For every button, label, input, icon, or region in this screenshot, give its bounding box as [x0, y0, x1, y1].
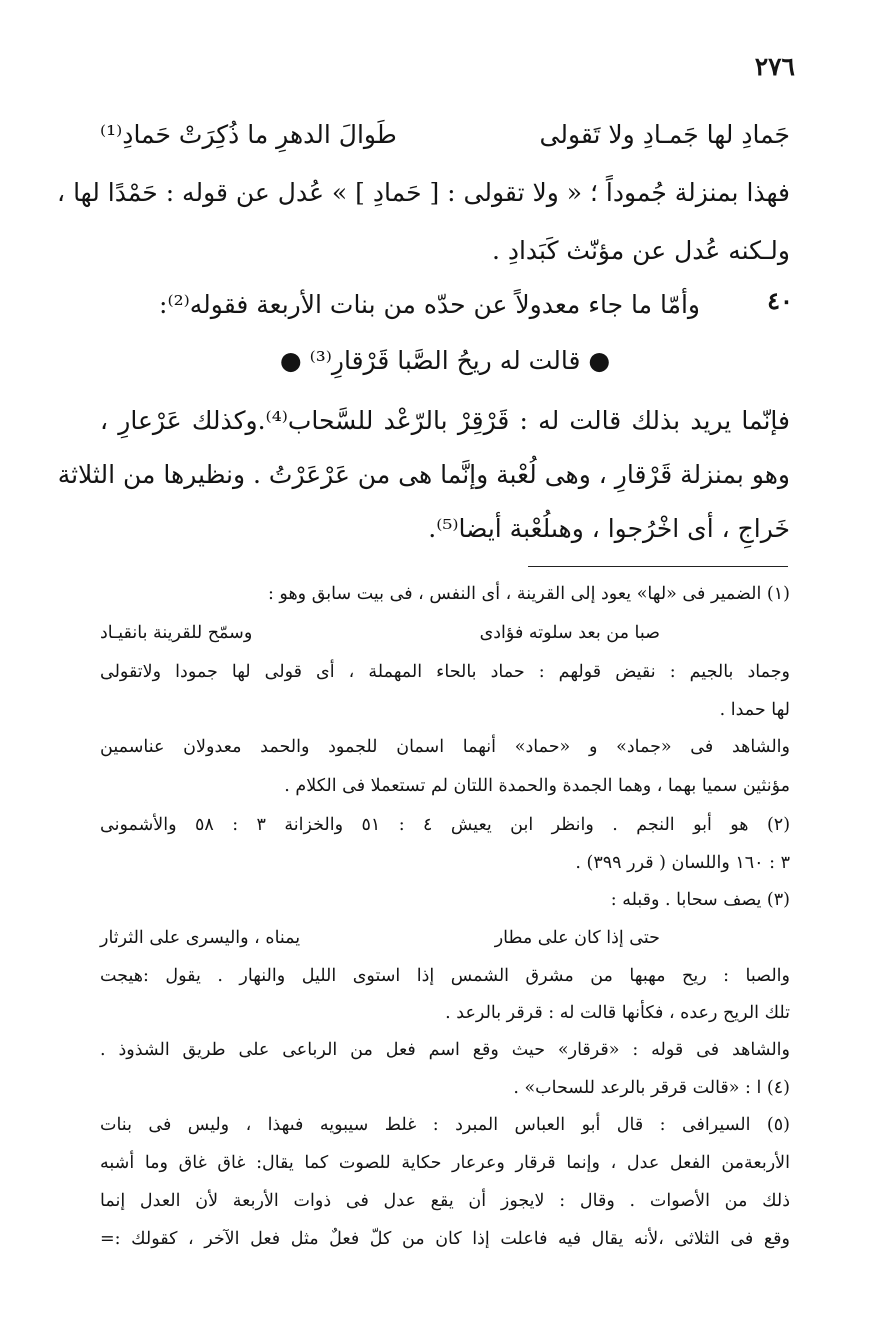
fn1-l3 — [100, 660, 790, 684]
main-line-6 — [100, 404, 790, 438]
verse-hemistich-left: طَوالَ الدهرِ ما ذُكِرَتْ حَمادِ⁽¹⁾ — [100, 120, 397, 149]
footnote-line: والشاهد فى قوله : «قرقار» حيث وقع اسم فعل من الرباعى على طريق الشذوذ . — [100, 1040, 790, 1060]
main-line-5 — [100, 344, 790, 378]
footnote-line: (٢) هو أبو النجم . وانظر ابن يعيش ٤ : ٥١ والخزانة ٣ : ٥٨ والأشمونى — [100, 815, 791, 835]
main-line-2 — [57, 176, 790, 210]
fn1-l5 — [100, 735, 790, 759]
footnotes — [100, 582, 790, 606]
footnote-verse-right: حتى إذا كان على مطار — [494, 928, 660, 948]
footnote-line: (١) الضمير فى «لها» يعود إلى القرينة ، أى النفس ، فى بيت سابق وهو : — [267, 584, 790, 604]
footnote-verse-right: صبا من بعد سلوته فؤادى — [479, 623, 660, 643]
fn1-l6 — [100, 774, 790, 798]
text-line: وهو بمنزلة قَرْقارِ ، وهى لُعْبة وإنَّما هى من عَرْعَرْتُ . ونظيرها من الثلاثة — [57, 460, 790, 489]
footnote-verse-1 — [100, 621, 790, 645]
fn2-l2 — [100, 851, 790, 875]
main-text — [100, 118, 790, 152]
fn4-l1 — [100, 1076, 790, 1100]
main-line-3 — [100, 234, 790, 268]
fn3-l1 — [100, 888, 790, 912]
text-line: ولـكنه عُدل عن مؤنّث كَبَدادِ . — [491, 236, 790, 265]
footnote-separator — [528, 566, 788, 567]
footnote-verse-left: وسمّح للقرينة بانقيـاد — [100, 623, 253, 643]
text-line: فإنّما يريد بذلك قالت له : قَرْقِرْ بالرّعْد للسَّحاب⁽⁴⁾.وكذلك عَرْعارِ ، — [100, 406, 790, 435]
main-line-4 — [100, 288, 790, 322]
page-number: ٢٧٦ — [754, 52, 795, 81]
fn5-l4 — [100, 1227, 790, 1251]
footnote-line: والصبا : ريح مهبها من مشرق الشمس إذا استوى الليل والنهار . يقول :هيجت — [100, 966, 790, 986]
footnote-line: (٥) السيرافى : قال أبو العباس المبرد : غلط سيبويه فىهذا ، وليس فى بنات — [100, 1115, 790, 1135]
text-line: وأمّا ما جاء معدولاً عن حدّه من بنات الأربعة فقوله⁽²⁾: — [159, 290, 700, 319]
fn5-l2 — [100, 1151, 790, 1175]
verse-hemistich-right: جَمادِ لها جَمـادِ ولا تَقولى — [539, 120, 790, 149]
footnote-verse — [100, 926, 660, 950]
footnote-line: وجماد بالجيم : نقيض قولهم : حماد بالحاء المهملة ، أى قولى لها جمودا ولاتقولى — [100, 662, 790, 682]
fn2-l1 — [100, 813, 790, 837]
footnote-line: لها حمدا . — [719, 700, 790, 720]
footnote-line: ذلك من الأصوات . وقال : لايجوز أن يقع عدل فى ذوات الأربعة لأن العدل إنما — [100, 1191, 790, 1211]
fn3-l4 — [100, 1001, 790, 1025]
footnote-line: وقع فى الثلاثى ،لأنه يقال فيه فاعلت إذا كان من كلّ فعلٌ مثل فعل الآخر ، كقولك := — [100, 1229, 790, 1249]
footnote-verse-3 — [100, 926, 790, 950]
fn3-l5 — [100, 1038, 790, 1062]
footnote-verse-left: يمناه ، واليسرى على الثرثار — [100, 928, 301, 948]
main-line-8 — [100, 512, 790, 546]
text-line: خَراجِ ، أى اخْرُجوا ، وهىلُعْبة أيضا⁽⁵⁾. — [428, 514, 790, 543]
footnote-line: (٤) ا : «قالت قرقر بالرعد للسحاب» . — [513, 1078, 790, 1098]
fn5-l3 — [100, 1189, 790, 1213]
fn3-l3 — [100, 964, 790, 988]
verse-line — [100, 118, 790, 152]
footnote-line: تلك الريح رعده ، فكأنها قالت له : قرقر بالرعد . — [445, 1003, 790, 1023]
footnote-line: ٣ : ١٦٠ واللسان ( قرر ٣٩٩) . — [575, 853, 790, 873]
text-line: فهذا بمنزلة جُموداً ؛ « ولا تقولى : [ حَمادِ ] » عُدل عن قوله : حَمْدًا لها ، — [57, 178, 790, 207]
footnote-line: الأربعةمن الفعل عدل ، وإنما قرقار وعرعار حكاية للصوت كما يقال: غاق غاق وما أشبه — [100, 1153, 790, 1173]
margin-line-number: ٤٠ — [767, 286, 793, 315]
main-line-7 — [57, 458, 790, 492]
footnote-line: (٣) يصف سحابا . وقبله : — [610, 890, 790, 910]
footnote-line: مؤنثين سميا بهما ، وهما الجمدة والحمدة اللتان لم تستعملا فى الكلام . — [284, 776, 790, 796]
footnote-verse — [100, 621, 660, 645]
footnote-line: والشاهد فى «جماد» و «حماد» أنهما اسمان للجمود والحمد معدولان عناسمين — [100, 737, 790, 757]
verse-line-centered: ● قالت له ريحُ الصَّبا قَرْقارِ⁽³⁾ ● — [279, 346, 611, 375]
fn1-l4 — [100, 698, 790, 722]
fn5-l1 — [100, 1113, 790, 1137]
